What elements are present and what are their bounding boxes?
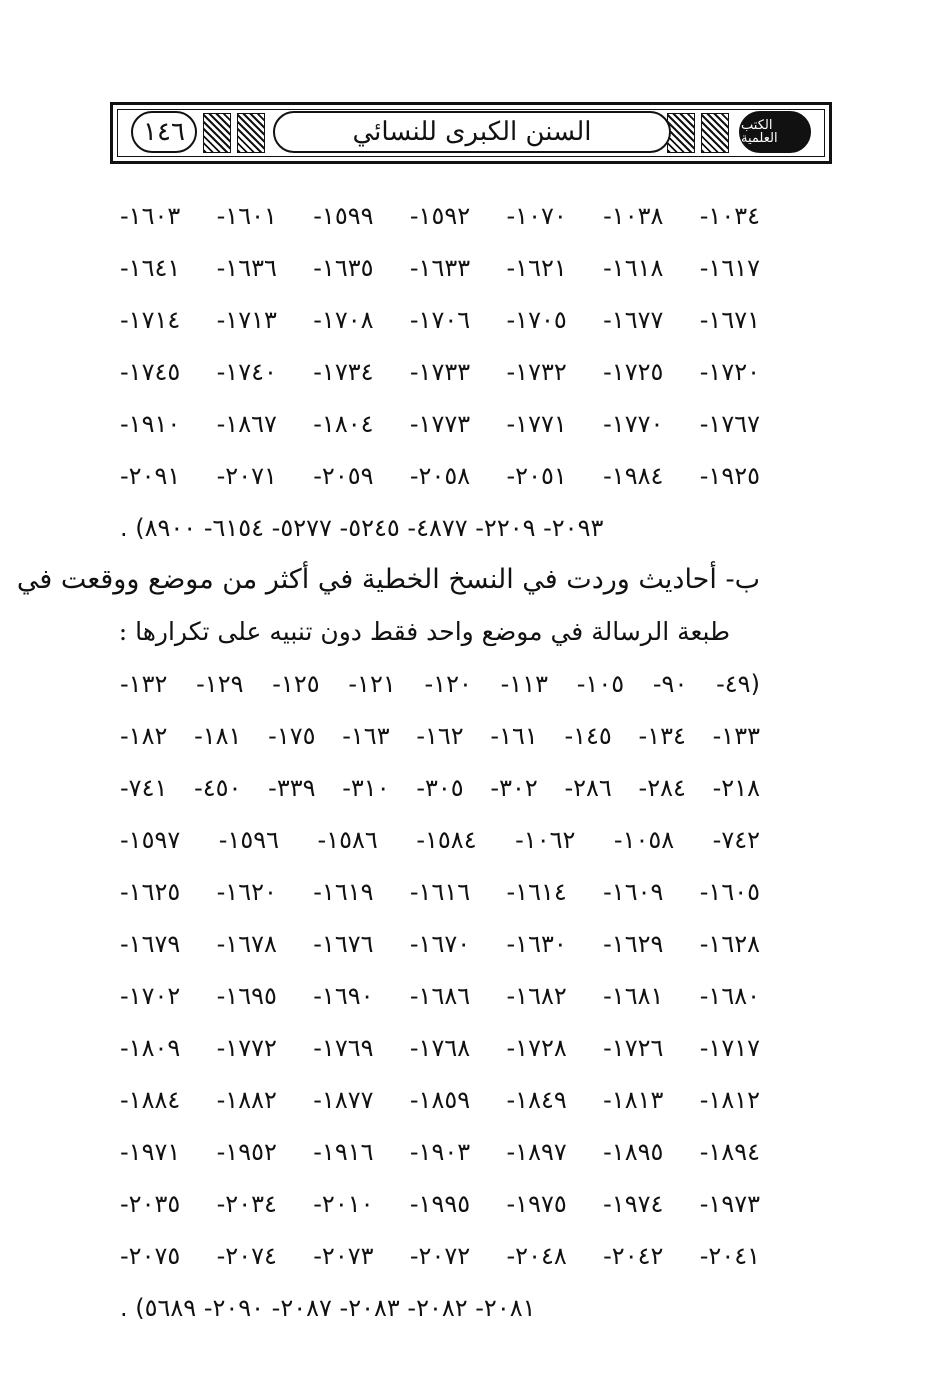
header-ornament-left <box>203 113 231 153</box>
number-line: ١٦١٧- ١٦١٨- ١٦٢١- ١٦٣٣- ١٦٣٥- ١٦٣٦- ١٦٤١- <box>120 254 760 282</box>
page-header-frame <box>110 102 832 164</box>
publisher-seal-text: الكتب العلمية <box>741 118 778 146</box>
number-line: ١٦٠٥- ١٦٠٩- ١٦١٤- ١٦١٦- ١٦١٩- ١٦٢٠- ١٦٢٥- <box>120 878 760 906</box>
number-line: (٤٩- ٩٠- ١٠٥- ١١٣- ١٢٠- ١٢١- ١٢٥- ١٢٩- ١٣٢- <box>120 670 760 698</box>
number-line: ١٨٩٤- ١٨٩٥- ١٨٩٧- ١٩٠٣- ١٩١٦- ١٩٥٢- ١٩٧١- <box>120 1138 760 1166</box>
number-line: ١٩٢٥- ١٩٨٤- ٢٠٥١- ٢٠٥٨- ٢٠٥٩- ٢٠٧١- ٢٠٩١- <box>120 462 760 490</box>
page-body <box>16 190 761 1334</box>
header-ornament-left-2 <box>237 113 265 153</box>
page-number-text: ١٤٦ <box>143 117 185 147</box>
header-ornament-right <box>701 113 729 153</box>
number-line-end: ٢٠٨١- ٢٠٨٢- ٢٠٨٣- ٢٠٨٧- ٢٠٩٠- ٥٦٨٩) . <box>120 1294 536 1322</box>
number-line: ٢٠٤١- ٢٠٤٢- ٢٠٤٨- ٢٠٧٢- ٢٠٧٣- ٢٠٧٤- ٢٠٧٥- <box>120 1242 760 1270</box>
number-line: ١٣٣- ١٣٤- ١٤٥- ١٦١- ١٦٢- ١٦٣- ١٧٥- ١٨١- ١٨٢- <box>120 722 760 750</box>
number-line: ١٨١٢- ١٨١٣- ١٨٤٩- ١٨٥٩- ١٨٧٧- ١٨٨٢- ١٨٨٤- <box>120 1086 760 1114</box>
number-line: ٢١٨- ٢٨٤- ٢٨٦- ٣٠٢- ٣٠٥- ٣١٠- ٣٣٩- ٤٥٠- ٧٤١- <box>120 774 760 802</box>
number-line: ١٦٧١- ١٦٧٧- ١٧٠٥- ١٧٠٦- ١٧٠٨- ١٧١٣- ١٧١٤- <box>120 306 760 334</box>
number-line: ١٦٢٨- ١٦٢٩- ١٦٣٠- ١٦٧٠- ١٦٧٦- ١٦٧٨- ١٦٧٩- <box>120 930 760 958</box>
publisher-seal <box>739 111 811 153</box>
number-line: ١٩٧٣- ١٩٧٤- ١٩٧٥- ١٩٩٥- ٢٠١٠- ٢٠٣٤- ٢٠٣٥- <box>120 1190 760 1218</box>
number-line: ١٧٢٠- ١٧٢٥- ١٧٣٢- ١٧٣٣- ١٧٣٤- ١٧٤٠- ١٧٤٥- <box>120 358 760 386</box>
number-line: ١٦٨٠- ١٦٨١- ١٦٨٢- ١٦٨٦- ١٦٩٠- ١٦٩٥- ١٧٠٢- <box>120 982 760 1010</box>
number-line: ١٧١٧- ١٧٢٦- ١٧٢٨- ١٧٦٨- ١٧٦٩- ١٧٧٢- ١٨٠٩- <box>120 1034 760 1062</box>
number-line-end: ٢٠٩٣- ٢٢٠٩- ٤٨٧٧- ٥٢٤٥- ٥٢٧٧- ٦١٥٤- ٨٩٠٠) . <box>120 514 604 542</box>
page-number <box>131 111 197 153</box>
section-b-heading: ب- أحاديث وردت في النسخ الخطية في أكثر من موضع ووقعت في <box>16 564 760 595</box>
book-title-text: السنن الكبرى للنسائي <box>352 117 592 147</box>
number-line: ١٧٦٧- ١٧٧٠- ١٧٧١- ١٧٧٣- ١٨٠٤- ١٨٦٧- ١٩١٠- <box>120 410 760 438</box>
number-line: ٧٤٢- ١٠٥٨- ١٠٦٢- ١٥٨٤- ١٥٨٦- ١٥٩٦- ١٥٩٧- <box>120 826 761 854</box>
book-title <box>273 111 671 153</box>
section-b-heading-continued: طبعة الرسالة في موضع واحد فقط دون تنبيه على تكرارها : <box>118 617 730 646</box>
header-ornament-right-2 <box>667 113 695 153</box>
number-line: ١٠٣٤- ١٠٣٨- ١٠٧٠- ١٥٩٢- ١٥٩٩- ١٦٠١- ١٦٠٣- <box>120 202 760 230</box>
